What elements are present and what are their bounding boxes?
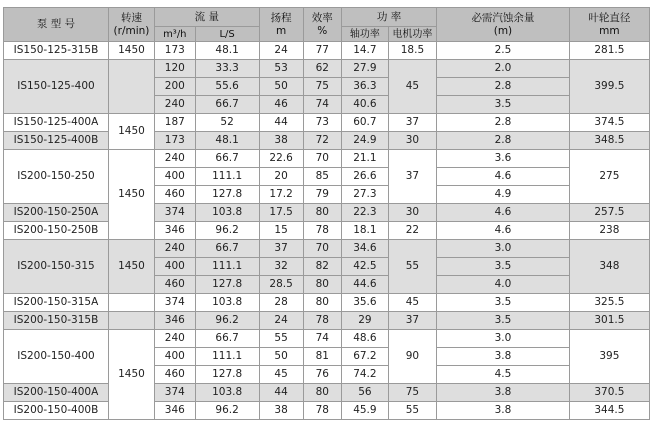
flow-m3h-cell: 346 [155, 312, 196, 330]
flow-m3h-cell: 460 [155, 276, 196, 294]
flow-ls-cell: 103.8 [195, 384, 259, 402]
header-impeller [569, 8, 649, 42]
model-cell: IS150-125-400A [4, 114, 109, 132]
motor-power-cell: 55 [388, 240, 436, 294]
model-cell: IS150-125-400 [4, 60, 109, 114]
motor-power-cell: 37 [388, 114, 436, 132]
efficiency-cell: 75 [303, 78, 342, 96]
model-cell: IS150-125-400B [4, 132, 109, 150]
head-cell: 55 [259, 330, 303, 348]
table-row [4, 150, 650, 168]
npsh-cell: 4.5 [437, 366, 570, 384]
motor-power-cell: 55 [388, 402, 436, 420]
header-efficiency-unit: % [317, 24, 328, 37]
flow-ls-cell: 111.1 [195, 348, 259, 366]
impeller-cell: 238 [569, 222, 649, 240]
model-cell: IS200-150-315A [4, 294, 109, 312]
npsh-cell: 4.9 [437, 186, 570, 204]
header-head-label: 扬程 [270, 11, 292, 24]
head-cell: 50 [259, 78, 303, 96]
head-cell: 24 [259, 312, 303, 330]
motor-power-cell: 45 [388, 60, 436, 114]
shaft-power-cell: 24.9 [342, 132, 389, 150]
motor-power-cell: 18.5 [388, 42, 436, 60]
speed-cell: 1450 [108, 240, 154, 294]
model-cell: IS150-125-315B [4, 42, 109, 60]
shaft-power-cell: 29 [342, 312, 389, 330]
shaft-power-cell: 35.6 [342, 294, 389, 312]
flow-ls-cell: 96.2 [195, 222, 259, 240]
motor-power-cell: 22 [388, 222, 436, 240]
flow-m3h-cell: 460 [155, 366, 196, 384]
table-row [4, 384, 650, 402]
head-cell: 28 [259, 294, 303, 312]
npsh-cell: 3.8 [437, 384, 570, 402]
flow-m3h-cell: 240 [155, 150, 196, 168]
model-cell: IS200-150-250A [4, 204, 109, 222]
flow-ls-cell: 111.1 [195, 168, 259, 186]
header-speed-unit: (r/min) [113, 24, 150, 37]
flow-ls-cell: 96.2 [195, 312, 259, 330]
motor-power-cell: 37 [388, 312, 436, 330]
npsh-cell: 3.0 [437, 240, 570, 258]
npsh-cell: 3.5 [437, 258, 570, 276]
head-cell: 28.5 [259, 276, 303, 294]
flow-m3h-cell: 346 [155, 222, 196, 240]
head-cell: 46 [259, 96, 303, 114]
efficiency-cell: 76 [303, 366, 342, 384]
shaft-power-cell: 14.7 [342, 42, 389, 60]
shaft-power-cell: 27.9 [342, 60, 389, 78]
efficiency-cell: 70 [303, 240, 342, 258]
head-cell: 15 [259, 222, 303, 240]
header-head-unit: m [275, 24, 287, 37]
head-cell: 17.2 [259, 186, 303, 204]
shaft-power-cell: 42.5 [342, 258, 389, 276]
header-impeller-unit: mm [599, 24, 620, 37]
shaft-power-cell: 34.6 [342, 240, 389, 258]
npsh-cell: 2.8 [437, 78, 570, 96]
flow-ls-cell: 33.3 [195, 60, 259, 78]
header-npsh [437, 8, 570, 42]
speed-cell: 1450 [108, 150, 154, 240]
header-speed-label: 转速 [120, 11, 142, 24]
motor-power-cell: 45 [388, 294, 436, 312]
shaft-power-cell: 22.3 [342, 204, 389, 222]
efficiency-cell: 72 [303, 132, 342, 150]
flow-ls-cell: 66.7 [195, 150, 259, 168]
npsh-cell: 4.6 [437, 222, 570, 240]
pump-spec-table [3, 7, 650, 420]
flow-ls-cell: 96.2 [195, 402, 259, 420]
flow-m3h-cell: 200 [155, 78, 196, 96]
head-cell: 44 [259, 114, 303, 132]
table-row [4, 330, 650, 348]
efficiency-cell: 74 [303, 330, 342, 348]
motor-power-cell: 30 [388, 204, 436, 222]
table-row [4, 312, 650, 330]
motor-power-cell: 37 [388, 150, 436, 204]
impeller-cell: 344.5 [569, 402, 649, 420]
head-cell: 22.6 [259, 150, 303, 168]
table-row [4, 42, 650, 60]
flow-ls-cell: 103.8 [195, 294, 259, 312]
impeller-cell: 281.5 [569, 42, 649, 60]
npsh-cell: 2.5 [437, 42, 570, 60]
flow-m3h-cell: 374 [155, 384, 196, 402]
header-head [259, 8, 303, 42]
flow-m3h-cell: 460 [155, 186, 196, 204]
model-cell: IS200-150-250 [4, 150, 109, 204]
efficiency-cell: 78 [303, 402, 342, 420]
npsh-cell: 3.0 [437, 330, 570, 348]
head-cell: 32 [259, 258, 303, 276]
flow-ls-cell: 66.7 [195, 96, 259, 114]
header-impeller-label: 叶轮直径 [588, 11, 631, 24]
npsh-cell: 3.6 [437, 150, 570, 168]
npsh-cell: 2.8 [437, 132, 570, 150]
impeller-cell: 395 [569, 330, 649, 384]
speed-cell: 1450 [108, 42, 154, 60]
impeller-cell: 325.5 [569, 294, 649, 312]
table-row [4, 402, 650, 420]
efficiency-cell: 73 [303, 114, 342, 132]
impeller-cell: 348 [569, 240, 649, 294]
shaft-power-cell: 44.6 [342, 276, 389, 294]
flow-ls-cell: 111.1 [195, 258, 259, 276]
efficiency-cell: 82 [303, 258, 342, 276]
table-row [4, 240, 650, 258]
npsh-cell: 3.5 [437, 96, 570, 114]
flow-m3h-cell: 400 [155, 348, 196, 366]
model-cell: IS200-150-250B [4, 222, 109, 240]
npsh-cell: 3.8 [437, 402, 570, 420]
header-efficiency [303, 8, 342, 42]
impeller-cell: 257.5 [569, 204, 649, 222]
speed-cell [108, 60, 154, 114]
flow-m3h-cell: 374 [155, 294, 196, 312]
npsh-cell: 4.0 [437, 276, 570, 294]
npsh-cell: 3.5 [437, 294, 570, 312]
model-cell: IS200-150-400B [4, 402, 109, 420]
npsh-cell: 2.0 [437, 60, 570, 78]
head-cell: 44 [259, 384, 303, 402]
npsh-cell: 2.8 [437, 114, 570, 132]
head-cell: 38 [259, 132, 303, 150]
speed-cell [108, 312, 154, 330]
speed-cell: 1450 [108, 114, 154, 150]
header-flow: 流 量 [155, 8, 260, 27]
flow-m3h-cell: 120 [155, 60, 196, 78]
table-row [4, 60, 650, 78]
npsh-cell: 4.6 [437, 204, 570, 222]
header-flow-m3h: m³/h [155, 27, 196, 42]
efficiency-cell: 62 [303, 60, 342, 78]
efficiency-cell: 79 [303, 186, 342, 204]
table-row [4, 132, 650, 150]
motor-power-cell: 30 [388, 132, 436, 150]
shaft-power-cell: 45.9 [342, 402, 389, 420]
impeller-cell: 275 [569, 150, 649, 204]
efficiency-cell: 80 [303, 276, 342, 294]
impeller-cell: 348.5 [569, 132, 649, 150]
motor-power-cell: 75 [388, 384, 436, 402]
flow-m3h-cell: 374 [155, 204, 196, 222]
table-row [4, 204, 650, 222]
flow-m3h-cell: 346 [155, 402, 196, 420]
flow-m3h-cell: 400 [155, 168, 196, 186]
flow-ls-cell: 48.1 [195, 42, 259, 60]
table-row [4, 294, 650, 312]
model-cell: IS200-150-315B [4, 312, 109, 330]
head-cell: 50 [259, 348, 303, 366]
model-cell: IS200-150-315 [4, 240, 109, 294]
flow-ls-cell: 127.8 [195, 276, 259, 294]
head-cell: 20 [259, 168, 303, 186]
header-efficiency-label: 效率 [311, 11, 333, 24]
efficiency-cell: 81 [303, 348, 342, 366]
efficiency-cell: 80 [303, 294, 342, 312]
header-motor-power: 电机功率 [388, 27, 436, 42]
flow-ls-cell: 66.7 [195, 240, 259, 258]
flow-m3h-cell: 240 [155, 96, 196, 114]
speed-cell [108, 294, 154, 312]
efficiency-cell: 78 [303, 312, 342, 330]
table-row [4, 222, 650, 240]
efficiency-cell: 85 [303, 168, 342, 186]
flow-m3h-cell: 173 [155, 132, 196, 150]
motor-power-cell: 90 [388, 330, 436, 384]
efficiency-cell: 77 [303, 42, 342, 60]
shaft-power-cell: 48.6 [342, 330, 389, 348]
efficiency-cell: 70 [303, 150, 342, 168]
shaft-power-cell: 27.3 [342, 186, 389, 204]
efficiency-cell: 80 [303, 384, 342, 402]
efficiency-cell: 74 [303, 96, 342, 114]
shaft-power-cell: 36.3 [342, 78, 389, 96]
flow-ls-cell: 55.6 [195, 78, 259, 96]
flow-m3h-cell: 240 [155, 240, 196, 258]
impeller-cell: 374.5 [569, 114, 649, 132]
shaft-power-cell: 74.2 [342, 366, 389, 384]
head-cell: 17.5 [259, 204, 303, 222]
impeller-cell: 301.5 [569, 312, 649, 330]
header-flow-ls: L/S [195, 27, 259, 42]
head-cell: 38 [259, 402, 303, 420]
flow-m3h-cell: 240 [155, 330, 196, 348]
head-cell: 24 [259, 42, 303, 60]
flow-ls-cell: 48.1 [195, 132, 259, 150]
efficiency-cell: 80 [303, 204, 342, 222]
flow-ls-cell: 52 [195, 114, 259, 132]
flow-m3h-cell: 400 [155, 258, 196, 276]
header-npsh-unit: (m) [493, 24, 513, 37]
flow-ls-cell: 66.7 [195, 330, 259, 348]
npsh-cell: 3.8 [437, 348, 570, 366]
table-header [4, 8, 650, 42]
flow-m3h-cell: 187 [155, 114, 196, 132]
shaft-power-cell: 18.1 [342, 222, 389, 240]
npsh-cell: 3.5 [437, 312, 570, 330]
speed-cell: 1450 [108, 330, 154, 420]
pump-spec-table-container [3, 7, 650, 420]
flow-ls-cell: 127.8 [195, 186, 259, 204]
header-power: 功 率 [342, 8, 437, 27]
head-cell: 45 [259, 366, 303, 384]
header-speed [108, 8, 154, 42]
header-npsh-label: 必需汽蚀余量 [471, 11, 535, 24]
head-cell: 37 [259, 240, 303, 258]
efficiency-cell: 78 [303, 222, 342, 240]
shaft-power-cell: 40.6 [342, 96, 389, 114]
flow-m3h-cell: 173 [155, 42, 196, 60]
shaft-power-cell: 56 [342, 384, 389, 402]
table-body [4, 42, 650, 420]
shaft-power-cell: 67.2 [342, 348, 389, 366]
impeller-cell: 399.5 [569, 60, 649, 114]
shaft-power-cell: 21.1 [342, 150, 389, 168]
model-cell: IS200-150-400A [4, 384, 109, 402]
flow-ls-cell: 127.8 [195, 366, 259, 384]
shaft-power-cell: 26.6 [342, 168, 389, 186]
head-cell: 53 [259, 60, 303, 78]
table-row [4, 114, 650, 132]
header-shaft-power: 轴功率 [342, 27, 389, 42]
model-cell: IS200-150-400 [4, 330, 109, 384]
npsh-cell: 4.6 [437, 168, 570, 186]
shaft-power-cell: 60.7 [342, 114, 389, 132]
flow-ls-cell: 103.8 [195, 204, 259, 222]
header-model: 泵 型 号 [4, 8, 109, 42]
impeller-cell: 370.5 [569, 384, 649, 402]
